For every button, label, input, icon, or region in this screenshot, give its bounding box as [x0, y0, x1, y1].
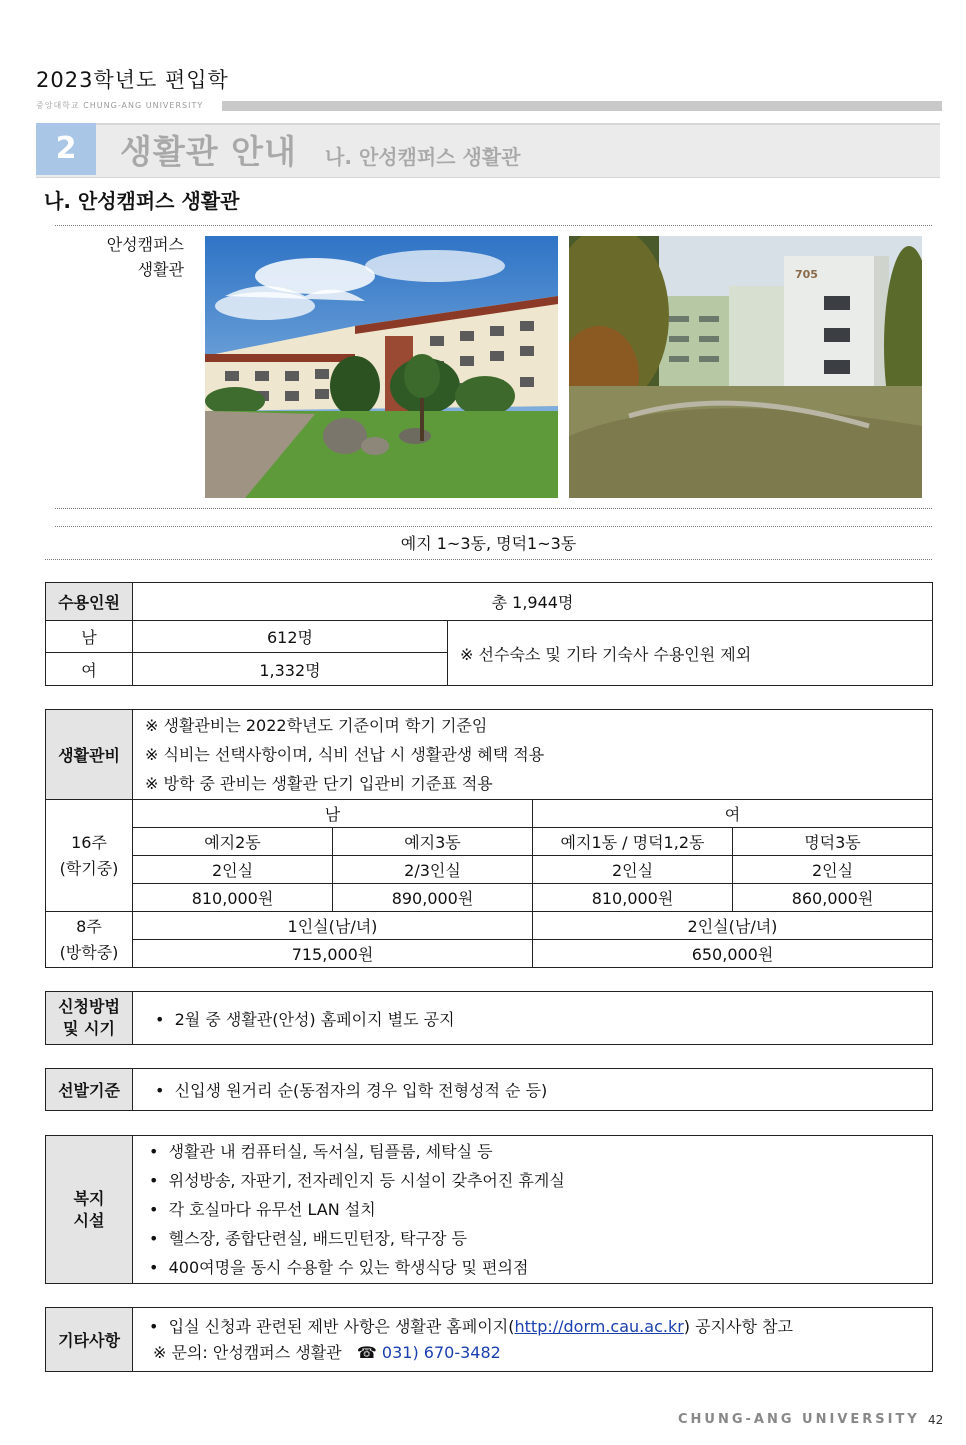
facilities-label-line1: 복지 [73, 1188, 105, 1208]
room-price: 810,000원 [133, 884, 333, 912]
capacity-male-value: 612명 [133, 621, 448, 653]
divider [55, 508, 932, 509]
room-price: 890,000원 [333, 884, 533, 912]
building-name: 명덕3동 [733, 828, 933, 856]
semester-weeks: 16주 [71, 832, 107, 852]
vacation-price: 715,000원 [133, 940, 533, 968]
fees-male-header: 남 [133, 800, 533, 828]
dormitory-photo-1 [205, 236, 558, 498]
capacity-total: 총 1,944명 [133, 583, 933, 621]
fees-notes [133, 710, 933, 800]
list-item: • 각 호실마다 유무선 LAN 설치 [149, 1200, 376, 1219]
section-title: 생활관 안내 [120, 132, 297, 171]
footer-brand: CHUNG-ANG UNIVERSITY [678, 1412, 920, 1427]
room-price: 860,000원 [733, 884, 933, 912]
sub-heading: 나. 안성캠퍼스 생활관 [44, 189, 240, 213]
capacity-table [45, 582, 933, 686]
facilities-table [45, 1135, 933, 1284]
divider [55, 225, 932, 226]
fees-note: ※ 생활관비는 2022학년도 기준이며 학기 기준임 [145, 716, 488, 735]
application-table [45, 991, 933, 1045]
capacity-label: 수용인원 [46, 583, 133, 621]
vacation-weeks: 8주 [76, 916, 102, 936]
vacation-label [46, 912, 133, 968]
vacation-period: (방학중) [59, 942, 119, 962]
fees-note: ※ 방학 중 관비는 생활관 단기 입관비 기준표 적용 [145, 774, 493, 793]
fees-label: 생활관비 [46, 710, 133, 800]
section-subtitle: 나. 안성캠퍼스 생활관 [325, 145, 521, 169]
etc-line: • 입실 신청과 관련된 제반 사항은 생활관 홈페이지(http://dorm.cau.ac.kr) 공지사항 참고 [149, 1316, 793, 1336]
etc-label: 기타사항 [46, 1308, 133, 1372]
selection-text [133, 1069, 933, 1111]
etc-content [133, 1308, 933, 1372]
university-logo-text: 중앙대학교 CHUNG-ANG UNIVERSITY [36, 101, 204, 110]
facilities-label [46, 1136, 133, 1284]
vacation-room-type: 1인실(남/녀) [133, 912, 533, 940]
bullet: • [155, 1081, 175, 1100]
capacity-note: ※ 선수숙소 및 기타 기숙사 수용인원 제외 [448, 621, 933, 686]
selection-detail: 신입생 원거리 순(동점자의 경우 입학 전형성적 순 등) [174, 1081, 548, 1100]
building-name: 예지3동 [333, 828, 533, 856]
capacity-female-label: 여 [46, 653, 133, 686]
application-label-line1: 신청방법 [58, 997, 120, 1016]
dormitory-photo-2 [569, 236, 922, 498]
vacation-room-type: 2인실(남/녀) [533, 912, 933, 940]
etc-table [45, 1307, 933, 1372]
contact-line [149, 1340, 932, 1366]
application-detail: 2월 중 생활관(안성) 홈페이지 별도 공지 [174, 1009, 455, 1029]
list-item: • 위성방송, 자판기, 전자레인지 등 시설이 갖추어진 휴게실 [149, 1171, 565, 1190]
photo-label-line1: 안성캠퍼스 [106, 235, 184, 254]
fees-table [45, 709, 933, 968]
semester-label [46, 800, 133, 912]
application-text [133, 992, 933, 1045]
room-type: 2인실 [533, 856, 733, 884]
phone-icon: ☎ [356, 1342, 377, 1362]
room-type: 2/3인실 [333, 856, 533, 884]
bullet: • [155, 1009, 175, 1029]
photo-label-line2: 생활관 [137, 260, 184, 279]
capacity-male-label: 남 [46, 621, 133, 653]
list-item: • 생활관 내 컴퓨터실, 독서실, 팀플룸, 세탁실 등 [149, 1142, 493, 1161]
divider [45, 559, 932, 560]
selection-label: 선발기준 [46, 1069, 133, 1111]
application-label-line2: 및 시기 [63, 1019, 115, 1038]
semester-period: (학기중) [59, 858, 119, 878]
facilities-list [133, 1136, 933, 1284]
building-number-text: 705 [795, 268, 818, 281]
application-label [46, 992, 133, 1045]
fees-female-header: 여 [533, 800, 933, 828]
header-rule [222, 101, 942, 111]
list-item: • 헬스장, 종합단련실, 배드민턴장, 탁구장 등 [149, 1229, 467, 1248]
selection-table [45, 1068, 933, 1111]
contact-label: ※ 문의: 안성캠퍼스 생활관 [153, 1342, 342, 1362]
divider [55, 526, 932, 527]
capacity-female-value: 1,332명 [133, 653, 448, 686]
building-name: 예지1동 / 명덕1,2동 [533, 828, 733, 856]
facilities-label-line2: 시설 [73, 1210, 105, 1230]
phone-number: 031) 670-3482 [381, 1342, 501, 1362]
room-type: 2인실 [733, 856, 933, 884]
dorm-homepage-link[interactable]: http://dorm.cau.ac.kr [514, 1316, 684, 1336]
room-type: 2인실 [133, 856, 333, 884]
document-year-title: 2023학년도 편입학 [36, 68, 229, 92]
fees-note: ※ 식비는 선택사항이며, 식비 선납 시 생활관생 혜택 적용 [145, 745, 545, 764]
page-number: 42 [928, 1413, 944, 1427]
list-item: • 400여명을 동시 수용할 수 있는 학생식당 및 편의점 [149, 1258, 529, 1277]
section-number: 2 [36, 123, 96, 175]
vacation-price: 650,000원 [533, 940, 933, 968]
photo-caption: 예지 1~3동, 명덕1~3동 [400, 534, 577, 553]
building-name: 예지2동 [133, 828, 333, 856]
photo-label [84, 232, 184, 282]
room-price: 810,000원 [533, 884, 733, 912]
